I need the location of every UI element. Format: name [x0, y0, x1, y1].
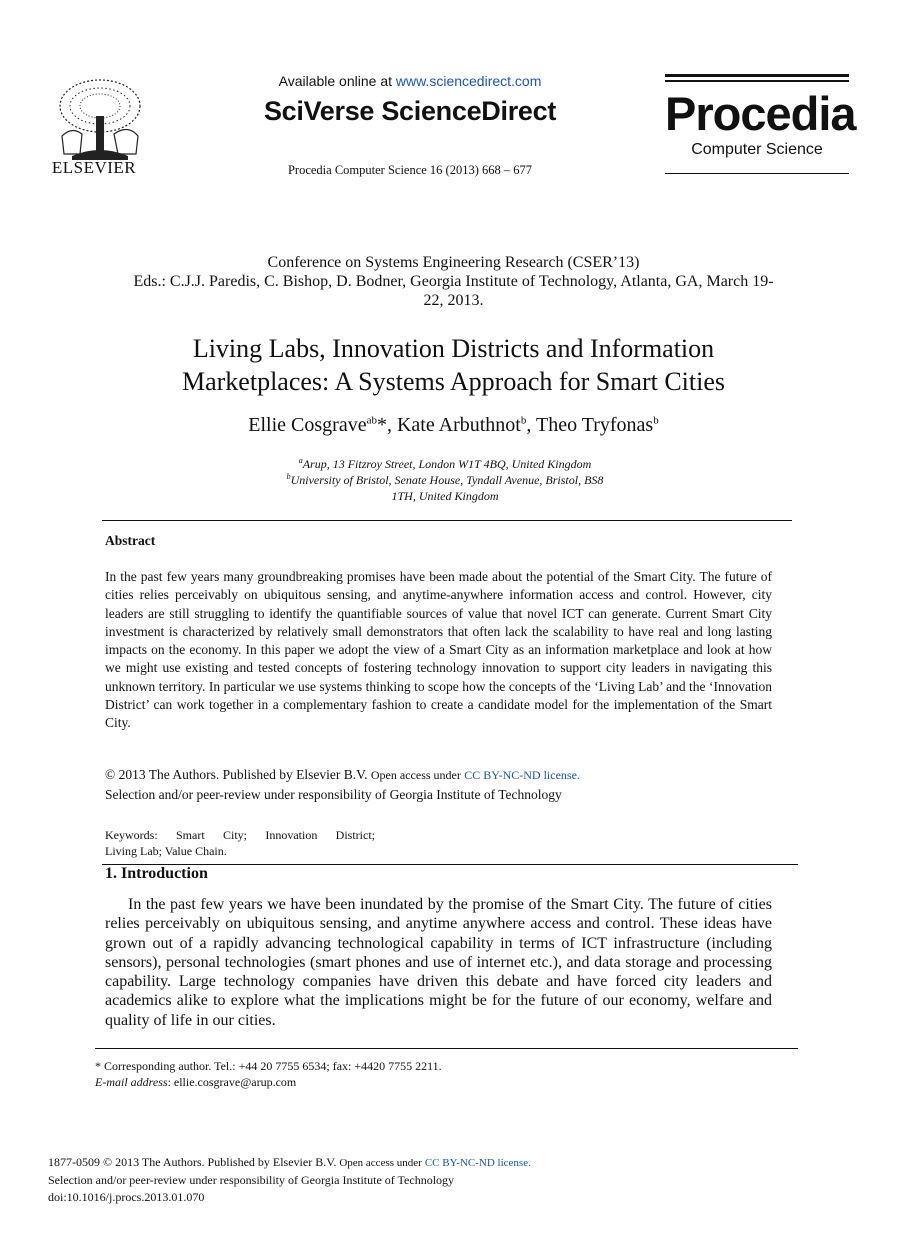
intro-paragraph: In the past few years we have been inundated by the promise of the Smart City. The future of cities relies perceivably on ubiquitous sensing, and anytime anywhere access and control. These ideas have grown out of a rapidly advancing technological capability in terms of ICT infrastructure (including sensors), personal technologies (smart phones and use of internet etc.), and data storage and processing capability. Large technology companies have driven this debate and have forced city leaders and academics alike to explore what the implications might be for the future of our economy, welfare and quality of life in our cities. — [105, 896, 772, 1029]
affiliations — [240, 456, 650, 504]
abstract-text: In the past few years many groundbreaking promises have been made about the potential of the Smart City. The future of cities relies perceivably on ubiquitous sensing, and anytime-anywhere information access and control. However, city leaders are still struggling to identify the quantifiable sources of value that novel ICT can generate. Current Smart City investment is characterized by relatively small demonstrators that often lack the scalability to have real and long lasting impacts on the economy. In this paper we adopt the view of a Smart City as an information marketplace and look at how we might use existing and tested concepts of fostering technology innovation to support city leaders in navigating this unknown territory. In particular we use systems thinking to scope how the concepts of the ‘Living Lab’ and the ‘Innovation District’ can work together in a complementary fashion to create a candidate model for the implementation of the Smart City. — [105, 569, 772, 731]
footnote — [95, 1058, 795, 1090]
keywords-block — [105, 827, 375, 859]
doi-line: doi:10.1016/j.procs.2013.01.070 — [48, 1190, 205, 1204]
review-line: Selection and/or peer-review under responsibility of Georgia Institute of Technology — [105, 787, 562, 802]
sciencedirect-link[interactable]: www.sciencedirect.com — [395, 73, 542, 89]
author-name: Theo Tryfonas — [535, 414, 654, 436]
review-line: Selection and/or peer-review under responsibility of Georgia Institute of Technology — [48, 1173, 455, 1187]
available-online — [220, 73, 600, 89]
journal-reference: Procedia Computer Science 16 (2013) 668 – 677 — [287, 163, 533, 177]
footnote-divider — [95, 1048, 798, 1049]
author-affil-sup: ab — [366, 414, 377, 427]
copyright-block — [105, 765, 772, 805]
email-label: E-mail address — [95, 1075, 168, 1089]
section-heading: 1. Introduction — [105, 865, 208, 882]
keyword: City; — [223, 828, 248, 842]
issn-line: 1877-0509 © 2013 The Authors. Published by Elsevier B.V. Open access under CC BY-NC-ND license. — [48, 1155, 531, 1169]
divider — [102, 520, 792, 521]
copyright-line: © 2013 The Authors. Published by Elsevier B.V. Open access under CC BY-NC-ND license. — [105, 767, 580, 782]
keyword: Innovation — [265, 828, 318, 842]
affiliation: $^a$Arup, 13 Fitzroy Street, London W1T 4BQ, United Kingdom — [298, 456, 592, 471]
keywords-label: Keywords: — [105, 828, 158, 842]
abstract-heading: Abstract — [105, 533, 156, 548]
conference-info — [90, 253, 817, 310]
title-line: Living Labs, Innovation Districts and Information — [192, 334, 715, 363]
platform-name: SciVerse ScienceDirect — [263, 96, 557, 126]
publisher-name: ELSEVIER — [51, 158, 137, 177]
paper-title — [100, 332, 807, 398]
email-line — [95, 1074, 795, 1090]
license-link[interactable]: CC BY-NC-ND license. — [424, 1157, 531, 1169]
logo-rule — [665, 80, 849, 82]
logo-rule — [665, 173, 849, 175]
conference-line: Eds.: C.J.J. Paredis, C. Bishop, D. Bodner, Georgia Institute of Technology, Atlanta, GA, March 19- — [133, 273, 774, 290]
author-name: Kate Arbuthnot — [396, 414, 521, 436]
keyword: District; — [335, 828, 375, 842]
keyword: Smart — [176, 828, 205, 842]
title-line: Marketplaces: A Systems Approach for Smart Cities — [181, 367, 726, 396]
author-affil-sup: b — [520, 414, 527, 427]
email-value: : ellie.cosgrave@arup.com — [167, 1075, 297, 1089]
logo-rule — [665, 74, 849, 77]
keywords-line — [105, 827, 375, 843]
author-list: Ellie Cosgrave$^{ab}$*, Kate Arbuthnot$^b$, Theo Tryfonas$^b$ — [248, 414, 659, 436]
available-prefix: Available online at — [278, 73, 396, 89]
affiliation: 1TH, United Kingdom — [391, 489, 499, 503]
author-name: Ellie Cosgrave — [248, 414, 367, 436]
conference-line: Conference on Systems Engineering Research (CSER’13) — [267, 254, 640, 271]
keywords-line: Living Lab; Value Chain. — [105, 844, 227, 858]
bottom-info — [48, 1154, 768, 1206]
procedia-logo — [665, 74, 856, 174]
corresponding-author-note: * Corresponding author. Tel.: +44 20 7755 6534; fax: +4420 7755 2211. — [95, 1059, 442, 1073]
procedia-subtitle: Computer Science — [691, 141, 823, 158]
author-affil-sup: b — [653, 414, 659, 427]
conference-line: 22, 2013. — [423, 292, 484, 309]
procedia-title: Procedia — [665, 87, 856, 140]
license-link[interactable]: CC BY-NC-ND license. — [464, 768, 580, 782]
corresponding-mark: * — [376, 414, 387, 436]
affiliation: $^b$University of Bristol, Senate House, Tyndall Avenue, Bristol, BS8 — [286, 472, 604, 487]
